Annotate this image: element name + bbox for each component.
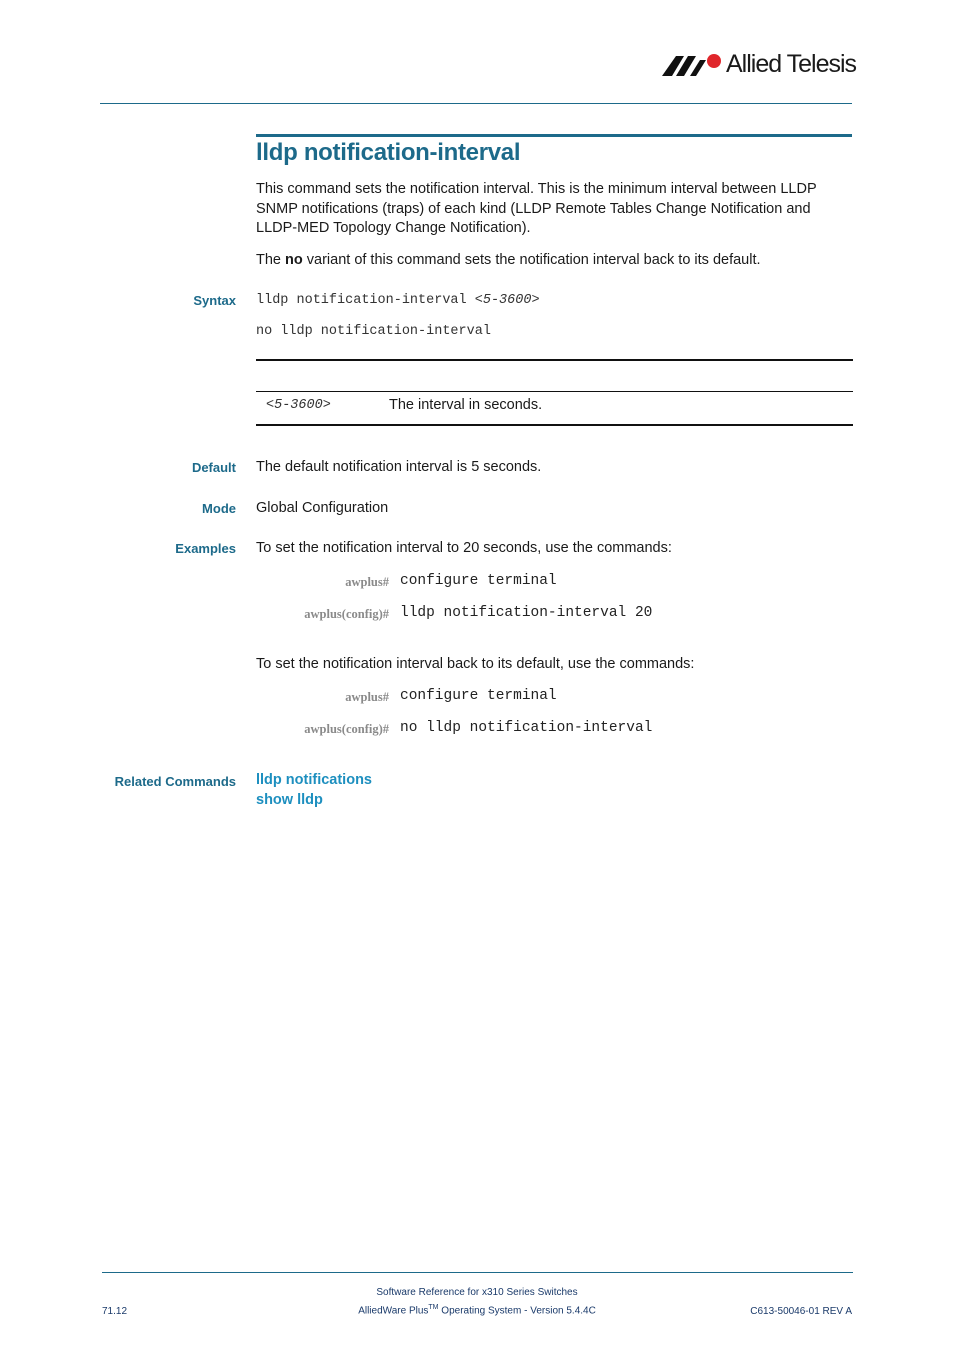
allied-telesis-logo — [662, 50, 857, 80]
syntax-line-2: no lldp notification-interval — [256, 324, 491, 339]
command: configure terminal — [400, 573, 557, 589]
prompt: awplus# — [345, 575, 389, 589]
page-title: lldp notification-interval — [256, 139, 521, 166]
title-bar — [256, 134, 852, 137]
footer-divider — [102, 1272, 853, 1273]
table-rule-bottom — [256, 424, 853, 426]
default-text: The default notification interval is 5 seconds. — [256, 459, 542, 475]
footer-product: AlliedWare Plus™ Operating System - Version 5.4.4C — [358, 1304, 596, 1317]
related-commands-label: Related Commands — [114, 774, 236, 789]
footer-title: Software Reference for x310 Series Switches — [376, 1287, 578, 1298]
param-desc-cell: The interval in seconds. — [389, 397, 543, 413]
examples-label: Examples — [175, 541, 236, 556]
prompt: awplus# — [345, 690, 389, 704]
examples-intro-2: To set the notification interval back to its default, use the commands: — [256, 656, 695, 672]
table-rule-top — [256, 359, 853, 361]
no-variant-text: The no variant of this command sets the notification interval back to its default. — [256, 252, 761, 268]
header-divider — [100, 103, 852, 104]
mode-label: Mode — [202, 501, 236, 516]
default-label: Default — [191, 460, 236, 475]
prompt: awplus(config)# — [304, 607, 389, 621]
related-link-lldp-notifications[interactable]: lldp notifications — [256, 772, 372, 788]
logo-text: Allied Telesis — [726, 50, 857, 78]
document-id: C613-50046-01 REV A — [750, 1306, 852, 1317]
param-cell: <5-3600> — [266, 398, 331, 413]
table-rule-header — [256, 391, 853, 392]
examples-intro-1: To set the notification interval to 20 seconds, use the commands: — [256, 540, 672, 556]
related-link-show-lldp[interactable]: show lldp — [256, 792, 323, 808]
prompt: awplus(config)# — [304, 722, 389, 736]
description: This command sets the notification interval. This is the minimum interval between LLDP SNMP notifications (traps) of each kind (LLDP Remote Tables Change Notification and LLDP-MED Topology Change Notification). — [256, 181, 817, 236]
command: configure terminal — [400, 688, 557, 704]
mode-text: Global Configuration — [256, 500, 389, 516]
syntax-line-1: lldp notification-interval <5-3600> — [256, 293, 540, 308]
command: lldp notification-interval 20 — [400, 605, 653, 621]
page-number: 71.12 — [102, 1306, 128, 1317]
syntax-label: Syntax — [193, 293, 236, 308]
command: no lldp notification-interval — [400, 720, 653, 736]
logo-mark-icon — [662, 52, 724, 78]
